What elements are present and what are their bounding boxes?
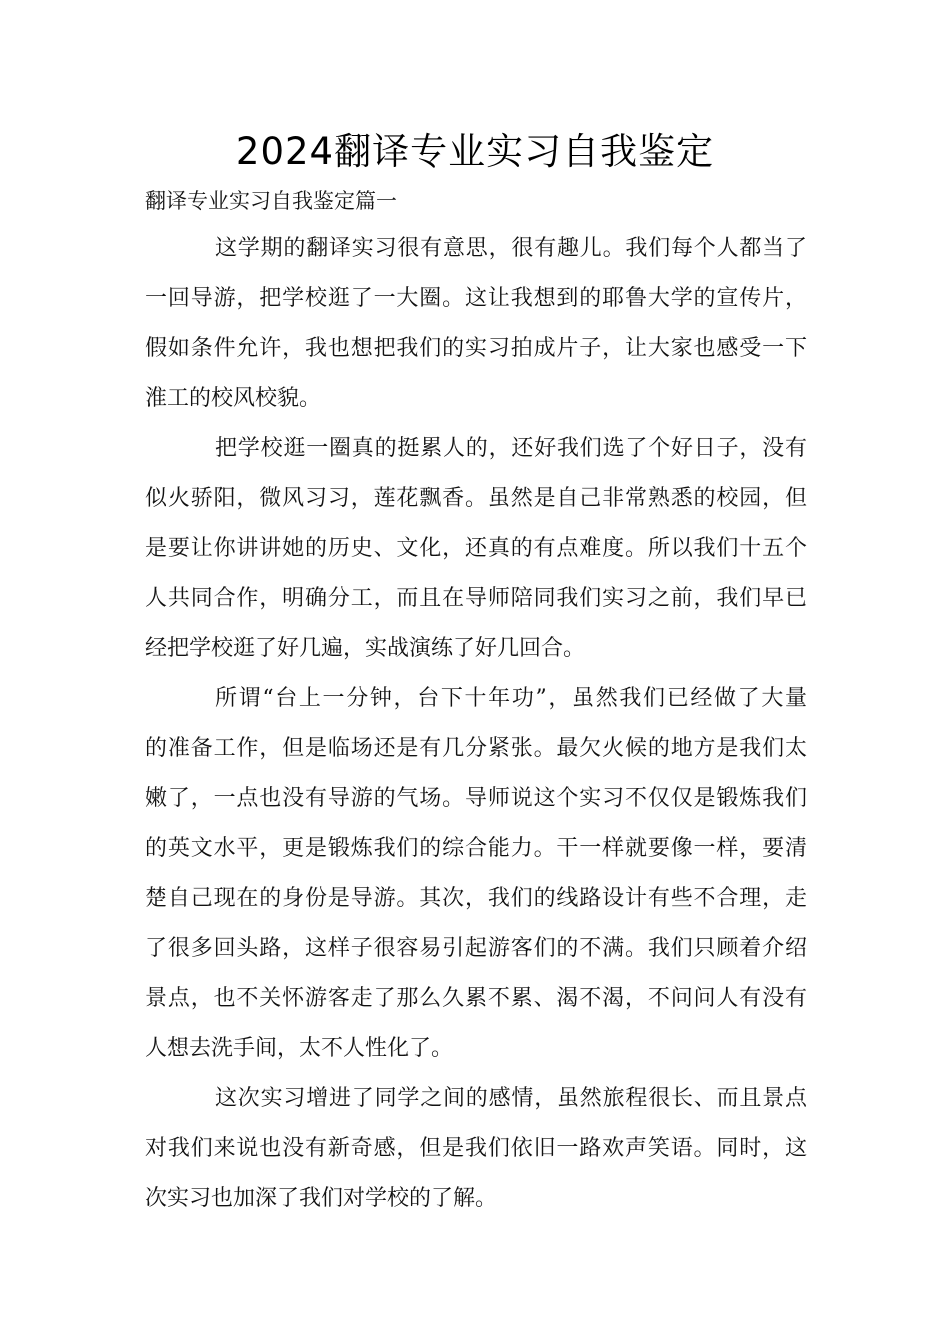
paragraph-line: 假如条件允许，我也想把我们的实习拍成片子，让大家也感受一下 (145, 336, 807, 361)
paragraph-2 (145, 430, 807, 668)
paragraph-line: 了很多回头路，这样子很容易引起游客们的不满。我们只顾着介绍 (145, 936, 807, 961)
document-title: 2024翻译专业实习自我鉴定 (235, 130, 715, 173)
paragraph-line: 把学校逛一圈真的挺累人的，还好我们选了个好日子，没有 (215, 436, 807, 461)
paragraph-line: 这次实习增进了同学之间的感情，虽然旅程很长、而且景点 (215, 1086, 807, 1111)
paragraph-line: 景点，也不关怀游客走了那么久累不累、渴不渴，不问问人有没有 (145, 986, 807, 1011)
paragraph-3 (145, 680, 807, 1068)
paragraph-line: 人想去洗手间，太不人性化了。 (145, 1036, 454, 1061)
paragraph-1 (145, 230, 807, 418)
paragraph-4 (145, 1080, 807, 1218)
paragraph-line: 所谓“台上一分钟，台下十年功”，虽然我们已经做了大量 (215, 686, 807, 711)
paragraph-line: 的英文水平，更是锻炼我们的综合能力。干一样就要像一样，要清 (145, 836, 807, 861)
paragraph-line: 淮工的校风校貌。 (145, 386, 322, 411)
paragraph-line: 这学期的翻译实习很有意思，很有趣儿。我们每个人都当了 (215, 236, 807, 261)
paragraph-line: 对我们来说也没有新奇感，但是我们依旧一路欢声笑语。同时，这 (145, 1136, 807, 1161)
paragraph-line: 经把学校逛了好几遍，实战演练了好几回合。 (145, 636, 586, 661)
section-heading: 翻译专业实习自我鉴定篇一 (145, 189, 397, 213)
paragraph-line: 是要让你讲讲她的历史、文化，还真的有点难度。所以我们十五个 (145, 536, 807, 561)
paragraph-line: 次实习也加深了我们对学校的了解。 (145, 1186, 498, 1211)
paragraph-line: 一回导游，把学校逛了一大圈。这让我想到的耶鲁大学的宣传片， (145, 286, 807, 311)
paragraph-line: 楚自己现在的身份是导游。其次，我们的线路设计有些不合理，走 (145, 886, 807, 911)
paragraph-line: 嫩了，一点也没有导游的气场。导师说这个实习不仅仅是锻炼我们 (145, 786, 807, 811)
document-body (145, 230, 807, 1230)
paragraph-line: 人共同合作，明确分工，而且在导师陪同我们实习之前，我们早已 (145, 586, 807, 611)
paragraph-line: 的准备工作，但是临场还是有几分紧张。最欠火候的地方是我们太 (145, 736, 807, 761)
paragraph-line: 似火骄阳，微风习习，莲花飘香。虽然是自己非常熟悉的校园，但 (145, 486, 807, 511)
